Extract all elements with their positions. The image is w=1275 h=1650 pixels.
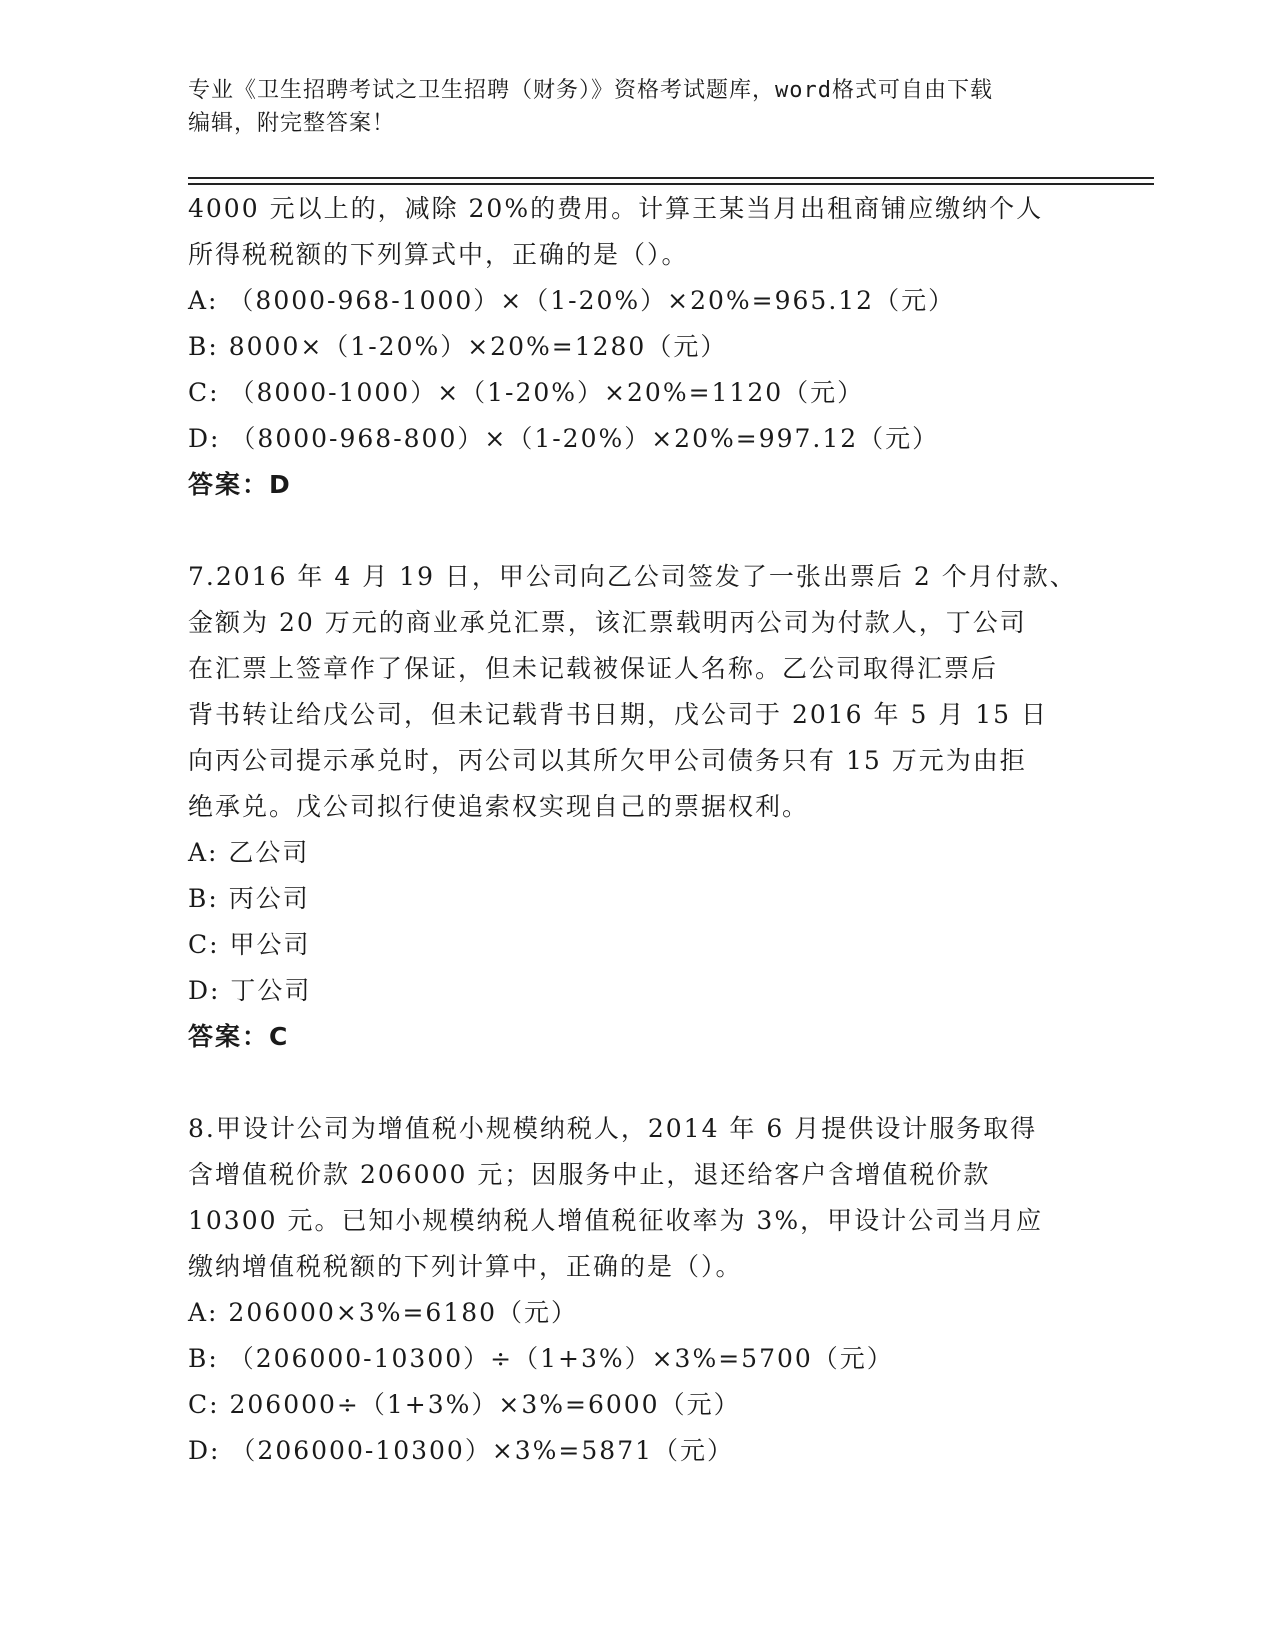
question-text-line: 4000 元以上的，减除 20%的费用。计算王某当月出租商铺应缴纳个人 bbox=[188, 194, 1044, 223]
header-line-1: 专业《卫生招聘考试之卫生招聘（财务）》资格考试题库，word格式可自由下载 bbox=[188, 78, 993, 103]
header-rule-top bbox=[188, 177, 1154, 179]
option-c: C: （8000-1000）×（1-20%）×20%=1120（元） bbox=[188, 378, 865, 407]
question-8 bbox=[188, 1106, 1088, 1474]
option-b: B: 丙公司 bbox=[188, 884, 310, 913]
answer: 答案：D bbox=[188, 470, 292, 499]
question-text-line: 所得税税额的下列算式中，正确的是（）。 bbox=[188, 240, 689, 269]
question-text-line: 缴纳增值税税额的下列计算中，正确的是（）。 bbox=[188, 1252, 743, 1281]
document-header bbox=[188, 74, 1088, 140]
question-text-line: 金额为 20 万元的商业承兑汇票，该汇票载明丙公司为付款人，丁公司 bbox=[188, 608, 1027, 637]
option-d: D: （206000-10300）×3%=5871（元） bbox=[188, 1436, 735, 1465]
question-text-line: 含增值税价款 206000 元；因服务中止，退还给客户含增值税价款 bbox=[188, 1160, 991, 1189]
option-b: B: （206000-10300）÷（1+3%）×3%=5700（元） bbox=[188, 1344, 894, 1373]
question-7 bbox=[188, 554, 1088, 1060]
header-line-2: 编辑，附完整答案！ bbox=[188, 111, 396, 136]
document-body bbox=[188, 186, 1088, 1474]
option-c: C: 206000÷（1+3%）×3%=6000（元） bbox=[188, 1390, 741, 1419]
spacer bbox=[188, 508, 1088, 554]
option-d: D: （8000-968-800）×（1-20%）×20%=997.12（元） bbox=[188, 424, 940, 453]
question-text-line: 绝承兑。戊公司拟行使追索权实现自己的票据权利。 bbox=[188, 792, 810, 821]
option-b: B: 8000×（1-20%）×20%=1280（元） bbox=[188, 332, 728, 361]
option-a: A: （8000-968-1000）×（1-20%）×20%=965.12（元） bbox=[188, 286, 956, 315]
spacer bbox=[188, 1060, 1088, 1106]
question-text-line: 在汇票上签章作了保证，但未记载被保证人名称。乙公司取得汇票后 bbox=[188, 654, 999, 683]
question-6 bbox=[188, 186, 1088, 508]
answer: 答案：C bbox=[188, 1022, 290, 1051]
option-a: A: 206000×3%=6180（元） bbox=[188, 1298, 579, 1327]
option-d: D: 丁公司 bbox=[188, 976, 312, 1005]
header-rule-bottom bbox=[188, 183, 1154, 185]
question-text-line: 10300 元。已知小规模纳税人增值税征收率为 3%，甲设计公司当月应 bbox=[188, 1206, 1044, 1235]
question-text-line: 8.甲设计公司为增值税小规模纳税人，2014 年 6 月提供设计服务取得 bbox=[188, 1114, 1038, 1143]
question-text-line: 向丙公司提示承兑时，丙公司以其所欠甲公司债务只有 15 万元为由拒 bbox=[188, 746, 1027, 775]
option-c: C: 甲公司 bbox=[188, 930, 311, 959]
question-text-line: 7.2016 年 4 月 19 日，甲公司向乙公司签发了一张出票后 2 个月付款、 bbox=[188, 562, 1077, 591]
option-a: A: 乙公司 bbox=[188, 838, 310, 867]
question-text-line: 背书转让给戊公司，但未记载背书日期，戊公司于 2016 年 5 月 15 日 bbox=[188, 700, 1049, 729]
